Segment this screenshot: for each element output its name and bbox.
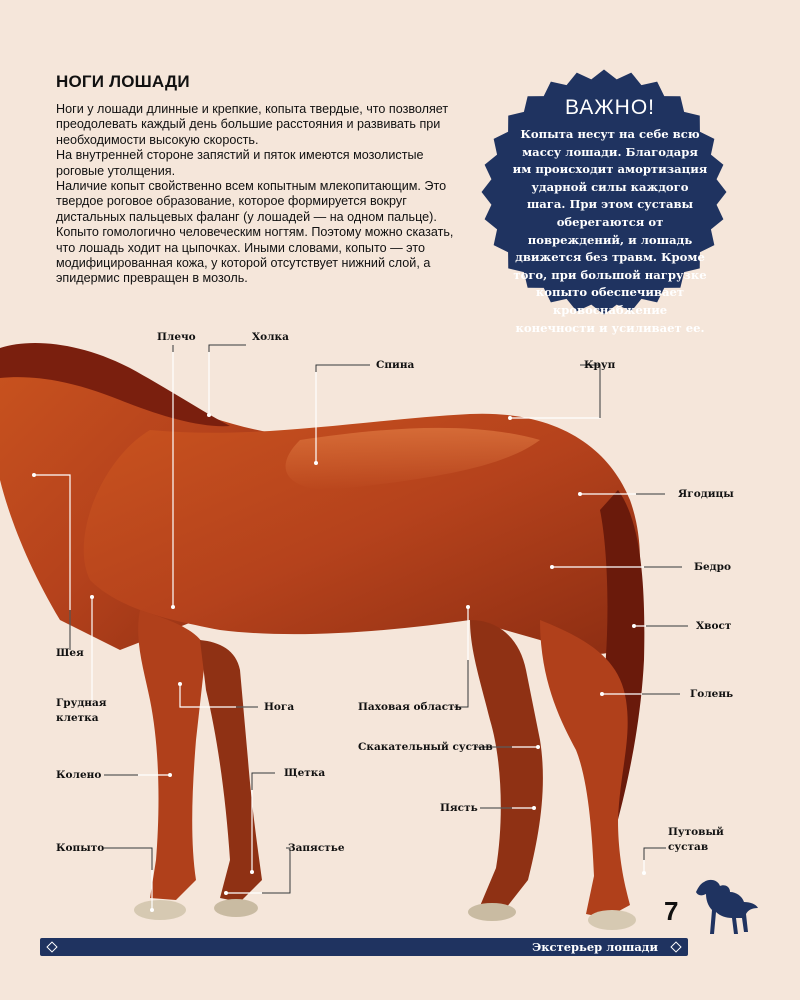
label-tail: Хвост [696,620,732,632]
horse-emblem-icon [690,874,760,944]
label-carpus: Запястье [288,842,345,854]
label-buttocks: Ягодицы [678,488,734,500]
label-leg: Нога [264,701,295,713]
label-hoof: Копыто [56,842,105,854]
horse-front-leg-near [138,610,206,900]
horse-hind-leg-far [470,620,543,908]
article-title: НОГИ ЛОШАДИ [56,72,190,91]
label-croup: Круп [584,359,616,371]
label-flank: Паховая область [358,701,462,713]
label-chest: Грудная клетка [56,697,107,724]
label-fetlock-hair: Щетка [284,767,326,779]
label-fetlock-joint: Путовый сустав [668,826,724,853]
horse-front-leg-far [200,640,262,902]
important-body: Копыта несут на себе всю массу лошади. Благодаря им происходит амортизация ударной силы каждого шага. При этом суставы оберегаются от повреждений, и лошадь движется без травм. Кроме того, при большой нагрузке копыто обеспечивает кровоснабжение конечности и усиливает ее. [512,127,708,335]
label-gaskin: Голень [690,688,734,700]
label-neck: Шея [56,647,84,659]
footer-bar [40,938,688,956]
label-thigh: Бедро [694,561,731,573]
hoof-front-far [214,899,258,917]
article-paragraph: Наличие копыт свойственно всем копытным млекопитающим. Это твердое роговое образование, которое формируется вокруг дистальных пальцевых фаланг (у лошадей — на одном пальце). [56,179,447,224]
important-badge-text [494,96,726,337]
article-paragraph: Ноги у лошади длинные и крепкие, копыта твердые, что позволяет преодолевать каждый день большие расстояния и развивать при необходимости высокую скорость. [56,102,449,147]
hoof-hind-near [588,910,636,930]
footer-diamond-right [670,941,681,952]
article-paragraph: Копыто гомологично человеческим ногтям. Поэтому можно сказать, что лошадь ходит на цыпочках. Иными словами, копыто — это модифицированная кожа, у которой отсутствует нижний слой, а эпидермис превращен в мозоль. [56,225,454,286]
label-withers: Холка [252,331,289,343]
article [56,72,462,287]
label-knee: Колено [56,769,102,781]
label-back: Спина [376,359,415,371]
important-title: ВАЖНО! [564,96,656,119]
label-shoulder: Плечо [157,331,196,343]
article-paragraph: На внутренней стороне запястий и пяток имеются мозолистые роговые утолщения. [56,148,424,178]
label-cannon: Пясть [440,802,478,814]
footer-section-title: Экстерьер лошади [532,940,658,954]
hoof-hind-far [468,903,516,921]
hoof-front-near [134,900,186,920]
footer-diamond-left [46,941,57,952]
page-number: 7 [664,896,679,926]
label-hock: Скакательный сустав [358,741,493,753]
